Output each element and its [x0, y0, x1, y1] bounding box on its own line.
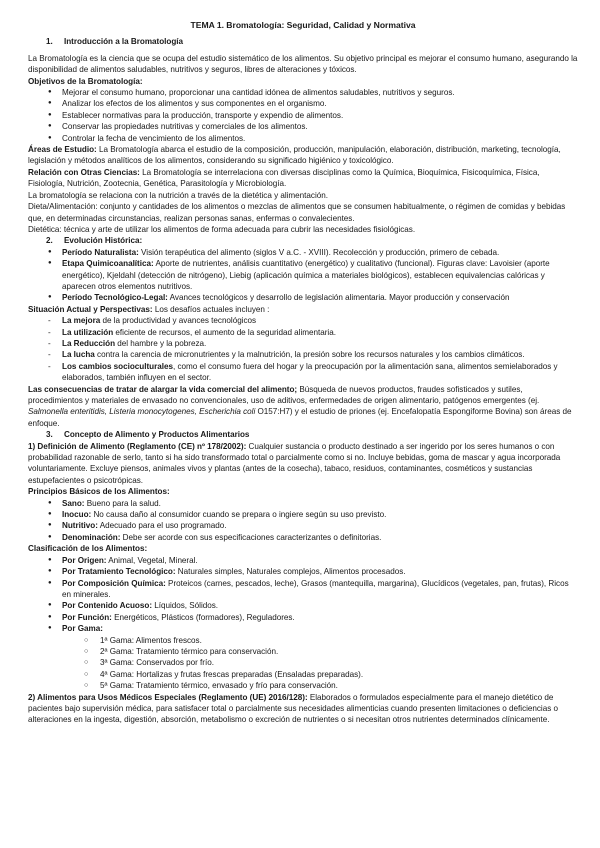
section-heading-text: Introducción a la Bromatología	[64, 37, 184, 47]
principios-list	[28, 498, 578, 544]
item-text: del hambre y la pobreza.	[115, 338, 207, 348]
section-heading-text: Concepto de Alimento y Productos Alimentarios	[64, 430, 250, 440]
item-text: Líquidos, Sólidos.	[152, 601, 219, 611]
section-number: 1.	[46, 37, 53, 47]
section-number: 3.	[46, 430, 53, 440]
item-text: No causa daño al consumidor cuando se prepara o ingiere según su uso previsto.	[91, 510, 387, 520]
list-item	[28, 520, 578, 531]
nutricion-paragraph: La bromatología se relaciona con la nutrición a través de la dietética y alimentación.	[28, 190, 328, 200]
consecuencias-text: Búsqueda de nuevos productos, fraudes sofisticados y sutiles, procedimientos y materiales de envasado no convencionales, uso de aditivos, enfermedades de origen alimentario, patógenos emergentes (ej.	[28, 384, 540, 405]
list-item	[28, 361, 578, 384]
definicion-alimento-paragraph	[28, 441, 578, 487]
item-label: La lucha	[62, 350, 95, 360]
item-label: Por Función:	[62, 612, 112, 622]
consecuencias-paragraph	[28, 384, 578, 430]
item-label: Por Gama:	[62, 624, 103, 634]
list-item	[28, 623, 578, 634]
item-text: de la productividad y avances tecnológicos	[100, 316, 257, 326]
list-item	[28, 578, 578, 601]
item-text: Avances tecnológicos y desarrollo de legislación alimentaria. Mayor producción y conservación	[167, 293, 510, 303]
item-label: Nutritivo:	[62, 521, 98, 531]
item-text: Energéticos, Plásticos (formadores), Reguladores.	[111, 612, 295, 622]
item-text: Naturales simples, Naturales complejos, Alimentos procesados.	[175, 567, 406, 577]
dietetica-paragraph: Dietética: técnica y arte de utilizar los alimentos de forma adecuada para cubrir las necesidades fisiológicas.	[28, 224, 416, 234]
list-item	[28, 612, 578, 623]
item-label: Período Naturalista:	[62, 247, 139, 257]
list-item	[28, 566, 578, 577]
item-label: Sano:	[62, 498, 85, 508]
item-label: Inocuo:	[62, 510, 92, 520]
item-text: eficiente de recursos, el aumento de la seguridad alimentaria.	[113, 327, 336, 337]
list-item	[28, 532, 578, 543]
list-item: ● Conservar las propiedades nutritivas y comerciales de los alimentos.	[28, 121, 578, 132]
document-title: TEMA 1. Bromatología: Seguridad, Calidad y Normativa	[190, 20, 416, 30]
item-label: Por Composición Química:	[62, 578, 166, 588]
list-item	[28, 498, 578, 509]
gamas-sublist	[28, 635, 578, 692]
item-text: Proteicos (carnes, pescados, leche), Grasos (mantequilla, margarina), Glucídicos (vegetales, pan, frutas), Ricos en minerales.	[62, 578, 569, 599]
objetivos-list	[28, 87, 578, 144]
pathogen-names: Salmonella enteritidis, Listeria monocytogenes, Escherichia coli	[28, 407, 256, 417]
sublist-item: ○ 4ª Gama: Hortalizas y frutas frescas preparadas (Ensaladas preparadas).	[28, 669, 578, 680]
item-label: La utilización	[62, 327, 114, 337]
objetivos-title: Objetivos de la Bromatología:	[28, 76, 143, 86]
sublist-item: ○ 2ª Gama: Tratamiento térmico para conservación.	[28, 646, 578, 657]
def1-label: 1) Definición de Alimento (Reglamento (CE) nº 178/2002):	[28, 441, 247, 451]
consecuencias-text-end: O157:H7) y el estudio de priones (ej. Encefalopatía Espongiforme Bovina) son áreas de enfoque.	[28, 407, 572, 428]
relacion-paragraph	[28, 167, 578, 190]
item-label: Los cambios socioculturales	[62, 361, 173, 371]
item-label: Por Contenido Acuoso:	[62, 601, 153, 611]
list-item	[28, 247, 578, 258]
list-item	[28, 338, 578, 349]
item-text: Visión terapéutica del alimento (siglos V a.C. - XVIII). Recolección y producción, primero de cebada.	[138, 247, 500, 257]
list-item	[28, 292, 578, 303]
principios-title: Principios Básicos de los Alimentos:	[28, 487, 170, 497]
section-3-heading	[46, 429, 578, 440]
areas-label: Áreas de Estudio:	[28, 145, 97, 155]
clasificacion-title: Clasificación de los Alimentos:	[28, 544, 148, 554]
def2-label: 2) Alimentos para Usos Médicos Especiales (Reglamento (UE) 2016/128):	[28, 692, 308, 702]
item-label: Período Tecnológico-Legal:	[62, 293, 168, 303]
item-text: contra la carencia de micronutrientes y la malnutrición, la presión sobre los recursos naturales y los cambios climáticos.	[94, 350, 525, 360]
item-text: Adecuado para el uso programado.	[97, 521, 227, 531]
section-2-heading	[46, 235, 578, 246]
relacion-label: Relación con Otras Ciencias:	[28, 167, 140, 177]
areas-text: La Bromatología abarca el estudio de la composición, producción, manipulación, elaboración, distribución, marketing, tecnología, legislación y métodos analíticos de los alimentos, considerando su significado higiénico y toxicológico.	[28, 145, 561, 166]
evolucion-list	[28, 247, 578, 304]
item-text: Bueno para la salud.	[84, 498, 161, 508]
item-text: Animal, Vegetal, Mineral.	[106, 555, 198, 565]
list-item: ● Establecer normativas para la producción, transporte y expendio de alimentos.	[28, 110, 578, 121]
situacion-label: Situación Actual y Perspectivas:	[28, 304, 153, 314]
sublist-item: ○ 3ª Gama: Conservados por frío.	[28, 657, 578, 668]
list-item	[28, 600, 578, 611]
section-1-heading	[46, 36, 578, 47]
relacion-text: La Bromatología se interrelaciona con diversas disciplinas como la Química, Bioquímica, Fisicoquímica, Física, Fisiología, Nutrición, Zootecnia, Genética, Parasitología y Microbiología.	[28, 167, 540, 189]
item-text: , como el consumo fuera del hogar y la preocupación por la alimentación sana, alimentos semielaborados y elaborados, también influyen en el sector.	[62, 361, 558, 383]
desafios-list	[28, 315, 578, 383]
item-text: Aporte de nutrientes, análisis cuantitativo (energético) y cualitativo (funcional). Figuras clave: Lavoisier (aporte energético), Kjeldahl (detección de nitrógeno), Liebig (aplicación química a materiales biológicos), establecen equivalencias calóricas y aparecen otros elementos nutritivos.	[62, 259, 550, 291]
sublist-item: ○ 1ª Gama: Alimentos frescos.	[28, 635, 578, 646]
situacion-text: Los desafíos actuales incluyen :	[152, 304, 270, 314]
section-heading-text: Evolución Histórica:	[64, 236, 143, 246]
list-item	[28, 509, 578, 520]
item-text: Debe ser acorde con sus especificaciones caracterizantes o definitorias.	[120, 532, 382, 542]
sublist-item: ○ 5ª Gama: Tratamiento térmico, envasado y frío para conservación.	[28, 680, 578, 691]
item-label: Por Origen:	[62, 555, 107, 565]
list-item: ● Analizar los efectos de los alimentos y sus componentes en el organismo.	[28, 98, 578, 109]
consecuencias-label: Las consecuencias de tratar de alargar la vida comercial del alimento;	[28, 384, 298, 394]
item-label: Denominación:	[62, 532, 121, 542]
def1-text: Cualquier sustancia o producto destinado a ser ingerido por los seres humanos o con probabilidad razonable de serlo, tanto si ha sido transformado total o parcialmente como si no. Incluye bebidas, goma de mascar y agua incorporada voluntariamente. Excluye piensos, animales vivos y plantas (antes de la cosecha), tabaco, residuos, contaminantes, cosméticos y sustancias estupefacientes o psicotrópicas.	[28, 441, 561, 485]
item-label: Por Tratamiento Tecnológico:	[62, 567, 176, 577]
list-item: ● Controlar la fecha de vencimiento de los alimentos.	[28, 133, 578, 144]
section-number: 2.	[46, 236, 53, 246]
areas-paragraph	[28, 144, 578, 167]
intro-paragraph: La Bromatología es la ciencia que se ocupa del estudio sistemático de los alimentos. Su objetivo principal es mejorar el consumo humano, asegurando la disponibilidad de alimentos saludables, nutritivos y seguros, libres de alteraciones y tóxicos.	[28, 53, 578, 75]
list-item: ● Mejorar el consumo humano, proporcionar una cantidad idónea de alimentos saludables, nutritivos y seguros.	[28, 87, 578, 98]
dieta-paragraph: Dieta/Alimentación: conjunto y cantidades de los alimentos o mezclas de alimentos que se consumen habitualmente, o régimen de comidas y bebidas que, en determinadas circunstancias, realizan personas sanas, enfermas o convalecientes.	[28, 202, 566, 223]
list-item	[28, 349, 578, 360]
item-label: La Reducción	[62, 338, 116, 348]
list-item	[28, 555, 578, 566]
situacion-paragraph	[28, 304, 578, 315]
list-item	[28, 327, 578, 338]
item-label: La mejora	[62, 316, 101, 326]
list-item	[28, 258, 578, 292]
usos-medicos-paragraph	[28, 692, 578, 726]
list-item	[28, 315, 578, 326]
def2-text: Elaborados o formulados especialmente para el manejo dietético de pacientes bajo supervisión médica, para satisfacer total o parcialmente sus necesidades alimenticias cuando presenten limitaciones o deficiencias o alteraciones en la ingesta, digestión, absorción, metabolismo o excreción de nutrientes o si necesitan otros nutrientes determinados clínicamente.	[28, 692, 558, 725]
clasificacion-list	[28, 555, 578, 635]
item-label: Etapa Quimicoanalítica:	[62, 259, 154, 269]
